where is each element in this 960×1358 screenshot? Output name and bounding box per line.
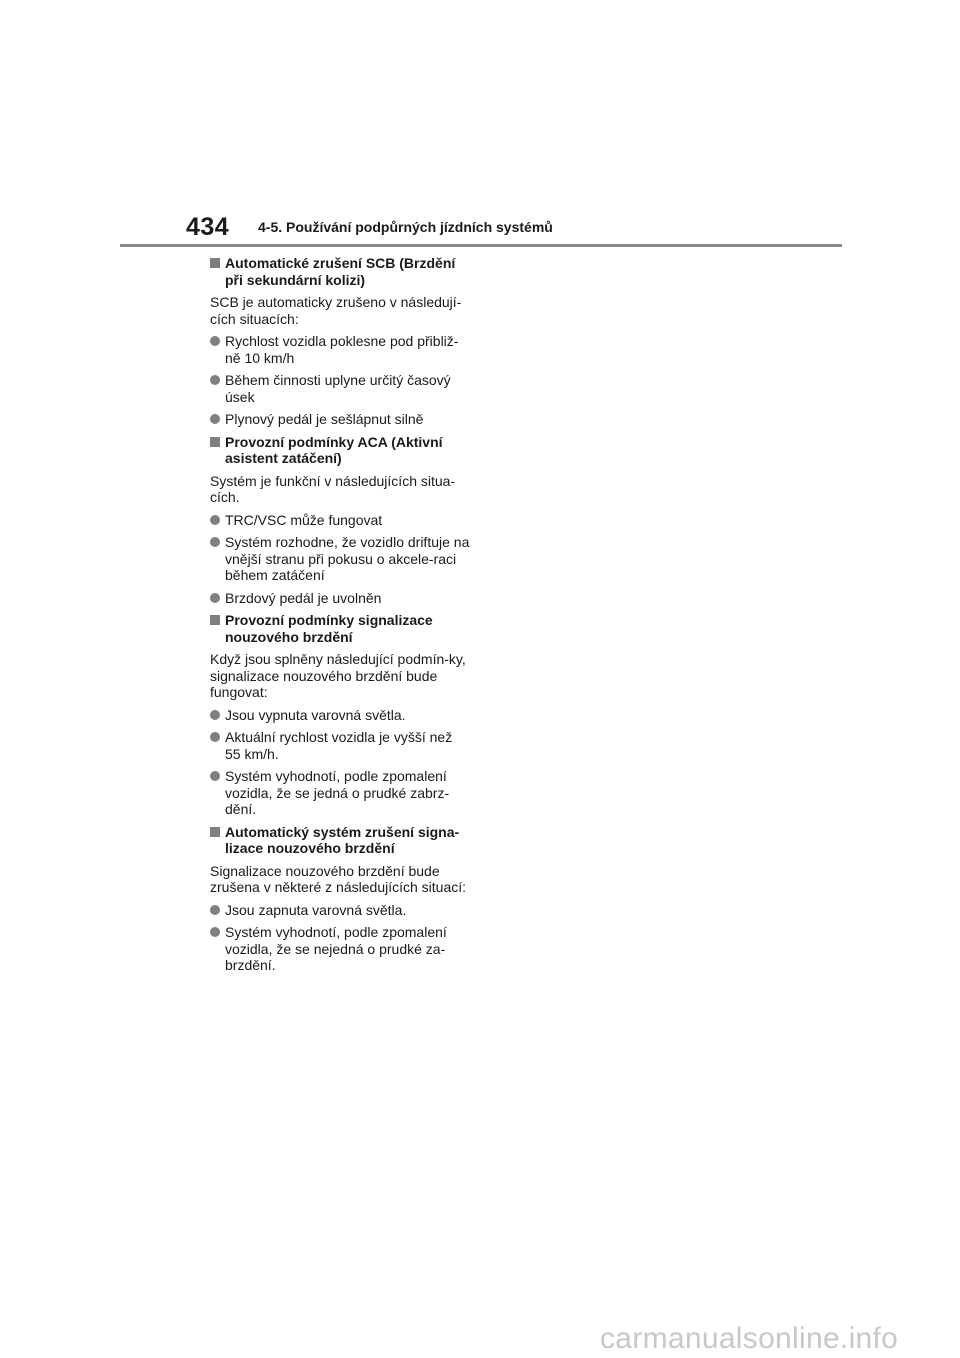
section-paragraph: Systém je funkční v následujících situa-cích. xyxy=(210,472,456,505)
circle-bullet-icon xyxy=(210,905,220,915)
list-item xyxy=(210,411,470,428)
page-number: 434 xyxy=(186,213,230,241)
circle-bullet-icon xyxy=(210,927,220,937)
list-item-text: Systém vyhodnotí, podle zpomalení vozidla, že se nejedná o prudké za-brzdění. xyxy=(225,924,447,973)
list-item-text: Systém rozhodne, že vozidlo driftuje na vnější stranu při pokusu o akcele-raci během zatáčení xyxy=(225,534,470,583)
square-bullet-icon xyxy=(210,437,220,447)
circle-bullet-icon xyxy=(210,375,220,385)
circle-bullet-icon xyxy=(210,593,220,603)
section-heading-text: Provozní podmínky signalizace nouzového brzdění xyxy=(225,612,433,645)
section-heading-text: Automatický systém zrušení signa-lizace nouzového brzdění xyxy=(225,823,460,856)
list-item-text: Jsou zapnuta varovná světla. xyxy=(225,901,407,918)
content-column xyxy=(210,255,470,980)
list-item xyxy=(210,372,470,405)
section-emergency-signal-conditions xyxy=(210,612,470,818)
section-heading xyxy=(210,434,470,467)
list-item-text: TRC/VSC může fungovat xyxy=(225,511,383,528)
list-item xyxy=(210,534,470,584)
section-scb-cancel xyxy=(210,255,470,428)
list-item xyxy=(210,333,470,366)
square-bullet-icon xyxy=(210,827,220,837)
list-item xyxy=(210,590,470,607)
section-heading-text: Provozní podmínky ACA (Aktivní asistent zatáčení) xyxy=(225,433,443,466)
list-item xyxy=(210,768,470,818)
square-bullet-icon xyxy=(210,258,220,268)
list-item-text: Jsou vypnuta varovná světla. xyxy=(225,706,406,723)
circle-bullet-icon xyxy=(210,336,220,346)
section-heading xyxy=(210,824,470,857)
list-item xyxy=(210,729,470,762)
section-aca-conditions xyxy=(210,434,470,607)
section-heading xyxy=(210,612,470,645)
list-item-text: Systém vyhodnotí, podle zpomalení vozidla, že se jedná o prudké zabrz-dění. xyxy=(225,768,450,817)
circle-bullet-icon xyxy=(210,515,220,525)
section-heading-text: Automatické zrušení SCB (Brzdění při sekundární kolizi) xyxy=(225,255,456,288)
chapter-title: 4-5. Používání podpůrných jízdních systémů xyxy=(258,219,553,235)
list-item-text: Plynový pedál je sešlápnut silně xyxy=(225,411,424,427)
circle-bullet-icon xyxy=(210,771,220,781)
square-bullet-icon xyxy=(210,615,220,625)
section-emergency-signal-cancel xyxy=(210,824,470,974)
header-rule xyxy=(120,244,842,247)
circle-bullet-icon xyxy=(210,414,220,424)
list-item xyxy=(210,512,470,529)
section-paragraph: Když jsou splněny následující podmín-ky, signalizace nouzového brzdění bude fungovat: xyxy=(210,651,466,700)
list-item xyxy=(210,924,470,974)
list-item xyxy=(210,707,470,724)
watermark: carmanualsonline.info xyxy=(600,1322,899,1355)
section-paragraph: SCB je automaticky zrušeno v následují-cích situacích: xyxy=(210,294,462,327)
list-item-text: Brzdový pedál je uvolněn xyxy=(225,589,382,606)
list-item-text: Aktuální rychlost vozidla je vyšší než 55 km/h. xyxy=(225,729,453,762)
circle-bullet-icon xyxy=(210,710,220,720)
circle-bullet-icon xyxy=(210,732,220,742)
circle-bullet-icon xyxy=(210,537,220,547)
list-item-text: Rychlost vozidla poklesne pod přibliž-ně 10 km/h xyxy=(225,333,459,366)
section-heading xyxy=(210,255,470,288)
list-item-text: Během činnosti uplyne určitý časový úsek xyxy=(225,372,451,405)
section-paragraph: Signalizace nouzového brzdění bude zrušena v některé z následujících situací: xyxy=(210,862,467,895)
list-item xyxy=(210,902,470,919)
